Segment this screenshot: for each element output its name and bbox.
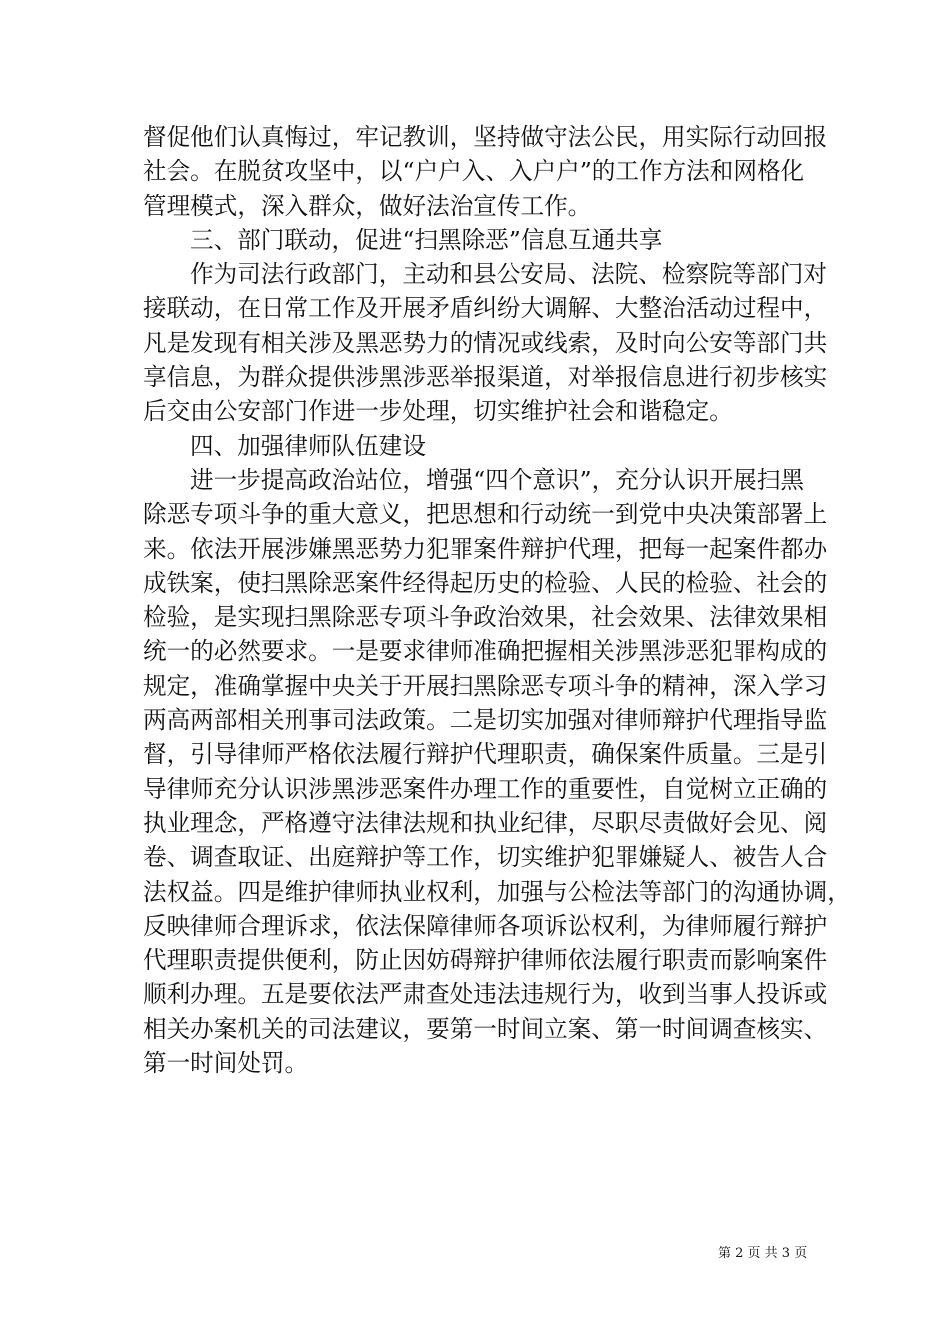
body-line: 卷、调查取证、出庭辩护等工作，切实维护犯罪嫌疑人、被告人合 — [143, 843, 828, 872]
body-line: 接联动，在日常工作及开展矛盾纠纷大调解、大整治活动过程中， — [143, 294, 828, 323]
body-line: 法权益。四是维护律师执业权利，加强与公检法等部门的沟通协调， — [143, 877, 851, 906]
section-heading: 三、部门联动，促进“扫黑除恶”信息互通共享 — [190, 225, 663, 254]
page-number: 第 2 页 共 3 页 — [718, 1246, 808, 1261]
body-line: 除恶专项斗争的重大意义，把思想和行动统一到党中央决策部署上 — [143, 500, 828, 529]
body-line: 相关办案机关的司法建议，要第一时间立案、第一时间调查核实、 — [143, 1014, 828, 1043]
body-line: 反映律师合理诉求，依法保障律师各项诉讼权利，为律师履行辩护 — [143, 911, 828, 940]
body-line: 来。依法开展涉嫌黑恶势力犯罪案件辩护代理，把每一起案件都办 — [143, 534, 828, 563]
body-line: 成铁案，使扫黑除恶案件经得起历史的检验、人民的检验、社会的 — [143, 568, 828, 597]
document-body — [143, 120, 851, 1080]
body-line: 导律师充分认识涉黑涉恶案件办理工作的重要性，自觉树立正确的 — [143, 774, 828, 803]
paragraph-first-line: 进一步提高政治站位，增强“四个意识”，充分认识开展扫黑 — [190, 465, 804, 494]
body-line: 顺利办理。五是要依法严肃查处违法违规行为，收到当事人投诉或 — [143, 980, 828, 1009]
body-line: 代理职责提供便利，防止因妨碍辩护律师依法履行职责而影响案件 — [143, 946, 828, 975]
body-line: 督促他们认真悔过，牢记教训，坚持做守法公民，用实际行动回报 — [143, 123, 828, 151]
section-heading: 四、加强律师队伍建设 — [190, 431, 426, 460]
body-line: 规定，准确掌握中央关于开展扫黑除恶专项斗争的精神，深入学习 — [143, 671, 828, 700]
body-line: 第一时间处罚。 — [143, 1049, 309, 1078]
body-line: 两高两部相关刑事司法政策。二是切实加强对律师辩护代理指导监 — [143, 706, 828, 735]
body-line: 统一的必然要求。一是要求律师准确把握相关涉黑涉恶犯罪构成的 — [143, 637, 828, 666]
body-line: 后交由公安部门作进一步处理，切实维护社会和谐稳定。 — [143, 397, 733, 426]
body-line: 检验，是实现扫黑除恶专项斗争政治效果，社会效果、法律效果相 — [143, 603, 828, 632]
paragraph-first-line: 作为司法行政部门，主动和县公安局、法院、检察院等部门对 — [190, 260, 828, 289]
body-line: 凡是发现有相关涉及黑恶势力的情况或线索，及时向公安等部门共 — [143, 328, 828, 357]
body-line: 享信息，为群众提供涉黑涉恶举报渠道，对举报信息进行初步核实 — [143, 363, 828, 392]
body-line: 督，引导律师严格依法履行辩护代理职责，确保案件质量。三是引 — [143, 740, 828, 769]
body-line: 社会。在脱贫攻坚中，以“户户入、入户户”的工作方法和网格化 — [143, 157, 805, 186]
body-line: 管理模式，深入群众，做好法治宣传工作。 — [143, 191, 592, 220]
body-line: 执业理念，严格遵守法律法规和执业纪律，尽职尽责做好会见、阅 — [143, 808, 828, 837]
